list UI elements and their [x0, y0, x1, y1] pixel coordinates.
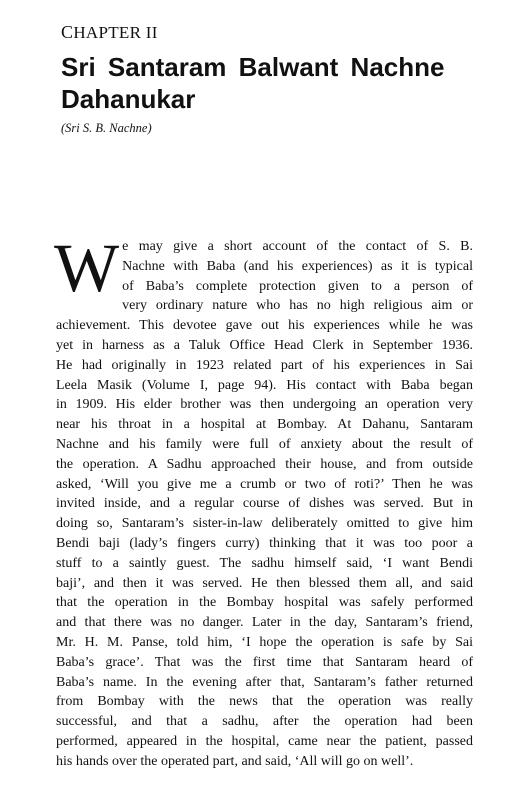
text-line: doing so, Santaram’s sister-in-law deliberately omitted to give him [56, 516, 473, 532]
text-line: He had originally in 1923 related part of his experiences in Sai [56, 357, 473, 373]
text-line: baji’, and then it was served. He then blessed them all, and said [56, 575, 473, 591]
text-line: Baba’s grace’. That was the first time that Santaram heard of [56, 654, 473, 670]
text-line: that the operation in the Bombay hospital was safely performed [56, 595, 473, 611]
text-line: achievement. This devotee gave out his experiences while he was [56, 318, 473, 334]
text-line: and that there was no danger. Later in the day, Santaram’s friend, [56, 615, 473, 631]
text-line: very ordinary nature who has no high religious aim or [122, 298, 473, 314]
text-line: near his throat in a hospital at Bombay. At Dahanu, Santaram [56, 417, 473, 433]
text-line: invited inside, and a regular course of dishes was served. But in [56, 496, 473, 512]
text-line: his hands over the operated part, and said, ‘All will go on well’. [56, 753, 414, 769]
text-line: in 1909. His elder brother was then undergoing an operation very [56, 397, 473, 413]
text-line: performed, appeared in the hospital, came near the patient, passed [56, 733, 473, 749]
chapter-initial: C [61, 22, 74, 42]
text-line: Mr. H. M. Panse, told him, ‘I hope the operation is safe by Sai [56, 634, 473, 650]
text-line: stuff to a saintly guest. The sadhu himself said, ‘I want Bendi [56, 555, 473, 571]
drop-cap: W [54, 230, 120, 306]
text-line: Nachne with Baba (and his experiences) as it is typical [122, 258, 473, 274]
text-line: Leela Masik (Volume I, page 94). His contact with Baba began [56, 377, 473, 393]
text-line: e may give a short account of the contact of S. B. [122, 239, 473, 254]
body-paragraph [54, 230, 473, 772]
text-line: the operation. A Sadhu approached their house, and from outside [56, 456, 473, 472]
text-line: Baba’s name. In the evening after that, Santaram’s father returned [56, 674, 473, 690]
text-line: successful, and that a sadhu, after the operation had been [56, 714, 473, 730]
chapter-title: Sri Santaram Balwant Nachne Dahanukar [61, 52, 445, 114]
text-line: Bendi baji (lady’s fingers curry) thinking that it was too poor a [56, 535, 473, 551]
text-line: yet in harness as a Taluk Office Head Clerk in September 1936. [56, 337, 473, 353]
chapter-label: HAPTER II [73, 23, 158, 42]
text-line: Nachne and his family were full of anxiety about the result of [56, 436, 473, 452]
text-line: from Bombay with the news that the operation was really [56, 694, 473, 710]
text-line: of Baba’s complete protection given to a person of [122, 278, 473, 294]
chapter-heading [61, 22, 158, 43]
text-line: asked, ‘Will you give me a crumb or two of roti?’ Then he was [56, 476, 473, 492]
chapter-subtitle: (Sri S. B. Nachne) [61, 121, 152, 135]
